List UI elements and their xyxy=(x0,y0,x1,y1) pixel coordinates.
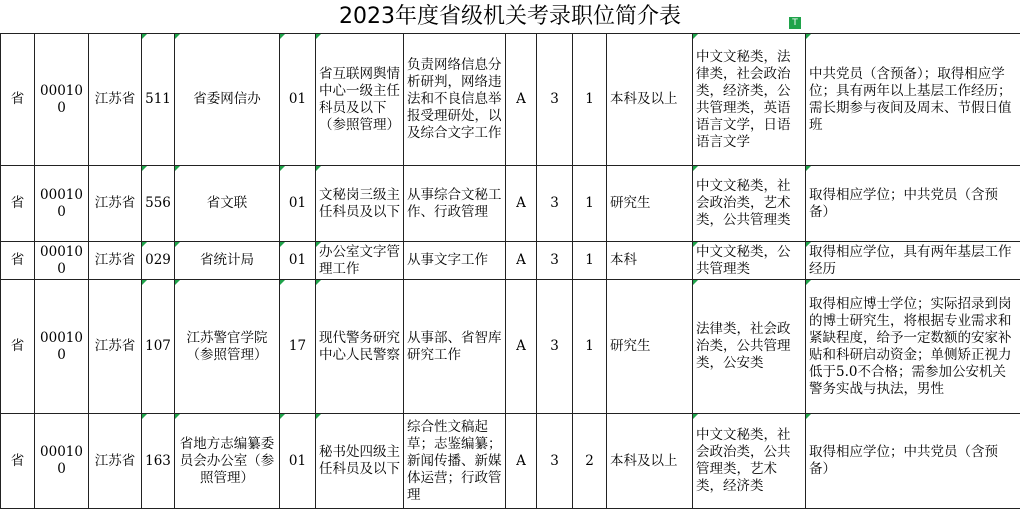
cell-text-ratio: 3 xyxy=(540,252,569,269)
cell-text-education: 研究生 xyxy=(610,195,689,212)
table-row xyxy=(1,34,1020,166)
cell-text-dept-code: 029 xyxy=(145,252,171,269)
cell-text-dept: 省统计局 xyxy=(178,252,276,269)
cell-text-category: A xyxy=(509,252,533,269)
cell-text-province: 江苏省 xyxy=(92,252,138,269)
cell-education[interactable] xyxy=(607,414,693,509)
cell-pos-code[interactable] xyxy=(280,34,316,166)
cell-text-ratio: 3 xyxy=(540,195,569,212)
cell-text-pos-code: 17 xyxy=(283,338,312,355)
cell-position[interactable] xyxy=(316,34,404,166)
cell-text-major: 法律类，社会政治类，公共管理类，公安类 xyxy=(696,321,802,372)
cell-category[interactable] xyxy=(506,166,537,242)
cell-text-code: 000100 xyxy=(38,444,85,478)
cell-province[interactable] xyxy=(89,166,142,242)
cell-text-major: 中文文秘类，公共管理类 xyxy=(696,244,802,278)
cell-text-dept-code: 163 xyxy=(145,453,171,470)
cell-text-education: 本科及以上 xyxy=(610,91,689,108)
cell-pos-code[interactable] xyxy=(280,242,316,280)
cell-code[interactable] xyxy=(35,166,89,242)
cell-major[interactable] xyxy=(693,166,806,242)
cell-text-province: 江苏省 xyxy=(92,195,138,212)
cell-text-code: 000100 xyxy=(38,187,85,221)
cell-count[interactable] xyxy=(573,414,607,509)
cell-pos-code[interactable] xyxy=(280,166,316,242)
cell-text-province: 江苏省 xyxy=(92,91,138,108)
cell-province[interactable] xyxy=(89,34,142,166)
cell-level[interactable] xyxy=(1,414,35,509)
cell-level[interactable] xyxy=(1,34,35,166)
cell-text-province: 江苏省 xyxy=(92,453,138,470)
cell-text-education: 研究生 xyxy=(610,338,689,355)
cell-count[interactable] xyxy=(573,166,607,242)
cell-text-duty: 从事部、省智库研究工作 xyxy=(407,330,502,364)
sheet-title: 2023年度省级机关考录职位简介表 xyxy=(0,0,1020,33)
cell-education[interactable] xyxy=(607,242,693,280)
cell-text-duty: 综合性文稿起草；志鉴编纂；新闻传播、新媒体运营；行政管理 xyxy=(407,419,502,504)
cell-ratio[interactable] xyxy=(537,280,573,414)
cell-text-province: 江苏省 xyxy=(92,338,138,355)
cell-text-code: 000100 xyxy=(38,244,85,278)
cell-dept-code[interactable] xyxy=(142,166,175,242)
cell-code[interactable] xyxy=(35,414,89,509)
cell-text-other: 中共党员（含预备）；取得相应学位；具有两年以上基层工作经历；需长期参与夜间及周末、节假日值班 xyxy=(809,66,1017,134)
cell-text-dept: 江苏警官学院（参照管理） xyxy=(178,330,276,364)
cell-text-level: 省 xyxy=(4,195,31,212)
cell-dept-code[interactable] xyxy=(142,34,175,166)
cell-category[interactable] xyxy=(506,242,537,280)
table-row xyxy=(1,280,1020,414)
cell-text-pos-code: 01 xyxy=(283,195,312,212)
cell-duty[interactable] xyxy=(404,280,506,414)
cell-education[interactable] xyxy=(607,280,693,414)
cell-major[interactable] xyxy=(693,414,806,509)
cell-major[interactable] xyxy=(693,242,806,280)
cell-position[interactable] xyxy=(316,280,404,414)
cell-count[interactable] xyxy=(573,242,607,280)
cell-text-dept: 省文联 xyxy=(178,195,276,212)
cell-text-major: 中文文秘类，法律类，社会政治类，经济类，公共管理类，英语语言文学，日语语言文学 xyxy=(696,49,802,151)
cell-text-level: 省 xyxy=(4,338,31,355)
cell-dept-code[interactable] xyxy=(142,280,175,414)
cell-text-dept: 省委网信办 xyxy=(178,91,276,108)
cell-position[interactable] xyxy=(316,166,404,242)
cell-education[interactable] xyxy=(607,166,693,242)
cell-category[interactable] xyxy=(506,280,537,414)
cell-duty[interactable] xyxy=(404,166,506,242)
cell-dept[interactable] xyxy=(175,34,280,166)
cell-text-count: 1 xyxy=(576,91,603,108)
cell-duty[interactable] xyxy=(404,414,506,509)
cell-text-other: 取得相应学位；中共党员（含预备） xyxy=(809,444,1017,478)
cell-text-count: 1 xyxy=(576,338,603,355)
cell-text-pos-code: 01 xyxy=(283,91,312,108)
cell-text-position: 秘书处四级主任科员及以下 xyxy=(319,444,400,478)
cell-text-ratio: 3 xyxy=(540,338,569,355)
cell-text-category: A xyxy=(509,453,533,470)
cell-other[interactable] xyxy=(806,280,1020,414)
cell-position[interactable] xyxy=(316,414,404,509)
cell-category[interactable] xyxy=(506,414,537,509)
cell-text-education: 本科 xyxy=(610,252,689,269)
cell-dept[interactable] xyxy=(175,280,280,414)
cell-text-ratio: 3 xyxy=(540,91,569,108)
cell-text-level: 省 xyxy=(4,252,31,269)
cell-pos-code[interactable] xyxy=(280,414,316,509)
cell-text-count: 2 xyxy=(576,453,603,470)
cell-text-level: 省 xyxy=(4,91,31,108)
cell-level[interactable] xyxy=(1,280,35,414)
cell-text-other: 取得相应学位，具有两年基层工作经历 xyxy=(809,244,1017,278)
cell-dept[interactable] xyxy=(175,166,280,242)
cell-other[interactable] xyxy=(806,242,1020,280)
cell-text-category: A xyxy=(509,195,533,212)
cell-text-dept-code: 511 xyxy=(145,91,171,108)
cell-text-pos-code: 01 xyxy=(283,453,312,470)
cell-text-major: 中文文秘类，社会政治类，公共管理类，艺术类，经济类 xyxy=(696,427,802,495)
cell-dept-code[interactable] xyxy=(142,414,175,509)
cell-other[interactable] xyxy=(806,414,1020,509)
cell-text-position: 省互联网舆情中心一级主任科员及以下（参照管理） xyxy=(319,66,400,134)
cell-text-dept: 省地方志编纂委员会办公室（参照管理） xyxy=(178,436,276,487)
cell-category[interactable] xyxy=(506,34,537,166)
cell-text-dept-code: 556 xyxy=(145,195,171,212)
cell-text-category: A xyxy=(509,338,533,355)
cell-text-count: 1 xyxy=(576,195,603,212)
cell-text-duty: 从事文字工作 xyxy=(407,252,502,269)
cell-pos-code[interactable] xyxy=(280,280,316,414)
cell-other[interactable] xyxy=(806,34,1020,166)
cell-text-duty: 从事综合文秘工作、行政管理 xyxy=(407,187,502,221)
cell-text-major: 中文文秘类，社会政治类，艺术类，公共管理类 xyxy=(696,178,802,229)
cell-position[interactable] xyxy=(316,242,404,280)
cell-duty[interactable] xyxy=(404,34,506,166)
cell-province[interactable] xyxy=(89,280,142,414)
cell-other[interactable] xyxy=(806,166,1020,242)
cell-count[interactable] xyxy=(573,280,607,414)
cell-text-other: 取得相应学位；中共党员（含预备） xyxy=(809,187,1017,221)
cell-text-position: 办公室文字管理工作 xyxy=(319,244,400,278)
cell-ratio[interactable] xyxy=(537,242,573,280)
cell-text-category: A xyxy=(509,91,533,108)
cell-education[interactable] xyxy=(607,34,693,166)
cell-level[interactable] xyxy=(1,166,35,242)
cell-ratio[interactable] xyxy=(537,166,573,242)
cell-province[interactable] xyxy=(89,242,142,280)
cell-text-position: 现代警务研究中心人民警察 xyxy=(319,330,400,364)
cell-dept-code[interactable] xyxy=(142,242,175,280)
position-table xyxy=(0,33,1020,509)
cell-major[interactable] xyxy=(693,280,806,414)
cell-level[interactable] xyxy=(1,242,35,280)
cell-count[interactable] xyxy=(573,34,607,166)
cell-dept[interactable] xyxy=(175,242,280,280)
cell-code[interactable] xyxy=(35,280,89,414)
table-row xyxy=(1,414,1020,509)
cell-ratio[interactable] xyxy=(537,414,573,509)
table-row xyxy=(1,166,1020,242)
cell-dept[interactable] xyxy=(175,414,280,509)
cell-code[interactable] xyxy=(35,242,89,280)
cell-ratio[interactable] xyxy=(537,34,573,166)
cell-code[interactable] xyxy=(35,34,89,166)
cell-text-code: 000100 xyxy=(38,83,85,117)
cell-text-count: 1 xyxy=(576,252,603,269)
cell-text-dept-code: 107 xyxy=(145,338,171,355)
cell-text-level: 省 xyxy=(4,453,31,470)
cell-text-duty: 负责网络信息分析研判，网络违法和不良信息举报受理研处，以及综合文字工作 xyxy=(407,57,502,142)
cell-province[interactable] xyxy=(89,414,142,509)
cell-major[interactable] xyxy=(693,34,806,166)
cell-text-education: 本科及以上 xyxy=(610,453,689,470)
cell-text-position: 文秘岗三级主任科员及以下 xyxy=(319,187,400,221)
table-row xyxy=(1,242,1020,280)
cell-text-other: 取得相应博士学位；实际招录到岗的博士研究生，将根据专业需求和紧缺程度，给予一定数额的安家补贴和科研启动资金；单侧矫正视力低于5.0不合格；需参加公安机关警务实战与执法，男性 xyxy=(809,296,1017,398)
cell-text-code: 000100 xyxy=(38,330,85,364)
cell-text-ratio: 3 xyxy=(540,453,569,470)
text-format-icon[interactable]: T xyxy=(789,17,801,29)
cell-text-pos-code: 01 xyxy=(283,252,312,269)
cell-duty[interactable] xyxy=(404,242,506,280)
